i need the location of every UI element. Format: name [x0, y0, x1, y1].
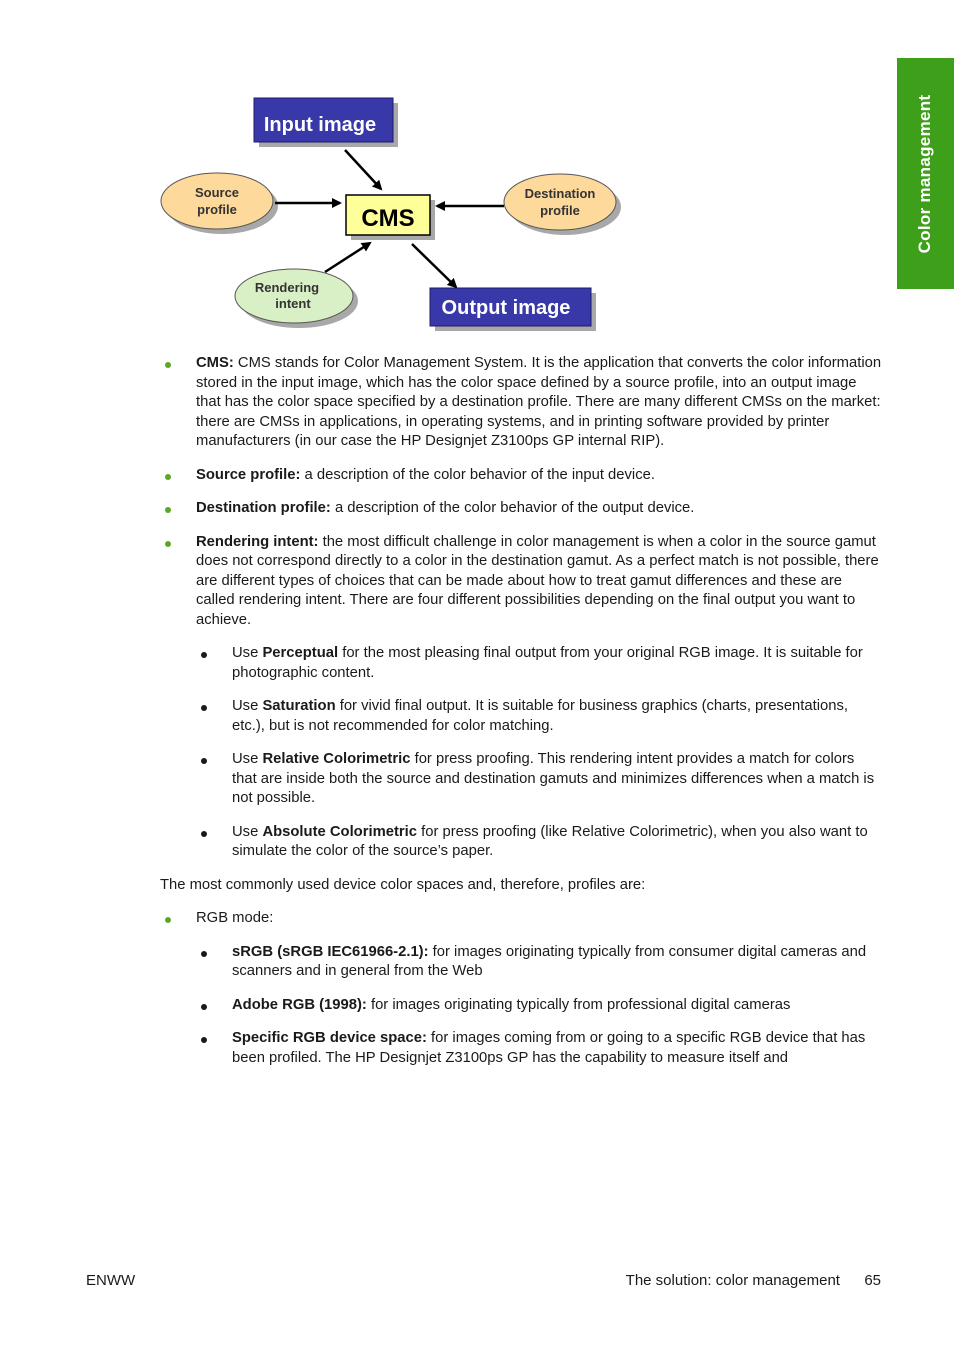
rgb-item: sRGB (sRGB IEC61966-2.1): for images originating typically from consumer digital cameras and scanners and in general from the Web — [196, 943, 882, 982]
list-item-cms — [160, 354, 882, 452]
description: a description of the color behavior of the input device. — [300, 466, 655, 483]
definition-list — [160, 354, 882, 862]
footer-left: ENWW — [86, 1272, 136, 1289]
term: CMS: — [196, 355, 234, 371]
intent-list — [196, 644, 882, 862]
source-profile-ellipse — [161, 173, 278, 234]
rgb-item: Specific RGB device space: for images coming from or going to a specific RGB device that has been profiled. The HP Designjet Z3100ps GP has the capability to measure itself and — [196, 1029, 882, 1068]
arrow-rendering-to-cms — [325, 243, 370, 272]
footer-right — [626, 1272, 881, 1289]
page-number: 65 — [864, 1272, 881, 1289]
source-profile-label-2: profile — [197, 202, 237, 217]
cms-label: CMS — [361, 205, 415, 232]
intent-item: Use Saturation for vivid final output. It is suitable for business graphics (charts, presentations, etc.), but is not recommended for color matching. — [196, 697, 882, 736]
rendering-intent-ellipse — [235, 269, 358, 328]
rgb-spaces-list — [196, 943, 882, 1069]
description: CMS stands for Color Management System. It is the application that converts the color information stored in the input image, which has the color space defined by a source profile, into an output image that has the color space specified by a destination profile. There are many different CMSs on the market: there are CMSs in applications, in operating systems, and in printing software provided by printer manufacturers (in our case the HP Designjet Z3100ps GP internal RIP). — [196, 355, 882, 449]
rendering-intent-label-1: Rendering — [254, 280, 320, 295]
term: Destination profile: — [196, 500, 331, 516]
rgb-item: Adobe RGB (1998): for images originating typically from professional digital cameras — [196, 996, 882, 1016]
cms-box — [346, 195, 435, 240]
destination-profile-label-1: Destination — [524, 186, 596, 201]
rgb-list — [160, 909, 882, 1068]
intent-item: Use Relative Colorimetric for press proofing. This rendering intent provides a match for colors that are inside both the source and destination gamuts and minimizes differences when a match is not possible. — [196, 750, 882, 809]
description: a description of the color behavior of the output device. — [330, 500, 695, 516]
source-profile-label-1: Source — [194, 185, 240, 200]
list-item-destination-profile — [160, 499, 882, 519]
destination-profile-ellipse — [504, 174, 621, 235]
footer-section-title: The solution: color management — [625, 1272, 840, 1289]
intent-item: Use Absolute Colorimetric for press proofing (like Relative Colorimetric), when you also want to simulate the color of the source’s paper. — [196, 823, 882, 862]
body-content — [160, 354, 882, 1082]
list-item-source-profile — [160, 466, 882, 486]
profiles-intro: The most commonly used device color spaces and, therefore, profiles are: — [160, 876, 646, 893]
list-item-rendering-intent — [160, 533, 882, 862]
output-image-box — [430, 288, 596, 331]
input-image-box — [254, 98, 398, 147]
intent-item: Use Perceptual for the most pleasing final output from your original RGB image. It is suitable for photographic content. — [196, 644, 882, 683]
section-tab-label: Color management — [915, 94, 934, 254]
destination-profile-label-2: profile — [540, 203, 580, 218]
description: the most difficult challenge in color management is when a color in the source gamut does not correspond directly to a color in the destination gamut. As a perfect match is not possible, there are different types of choices that can be made about how to treat gamut differences and these are called rendering intent. There are four different possibilities depending on the final output you want to achieve. — [196, 533, 879, 628]
term: Rendering intent: — [196, 533, 319, 550]
list-item-rgb-mode: RGB mode: sRGB (sRGB IEC61966-2.1): for images originating typically from consumer digital cameras and scanners and in general from the Web Adobe RGB (1998): for images originating typically from professional digital cameras Specific RGB device space: for images coming from or going to a specific RGB device that has been profiled. The HP Designjet Z3100ps GP has the capability to measure itself and — [160, 909, 882, 1068]
output-image-label: Output image — [441, 297, 571, 319]
term: Source profile: — [196, 466, 301, 483]
cms-diagram — [0, 0, 954, 340]
input-image-label: Input image — [263, 114, 377, 136]
arrow-input-to-cms — [345, 150, 381, 189]
arrow-cms-to-output — [412, 244, 456, 287]
rendering-intent-label-2: intent — [275, 296, 311, 311]
